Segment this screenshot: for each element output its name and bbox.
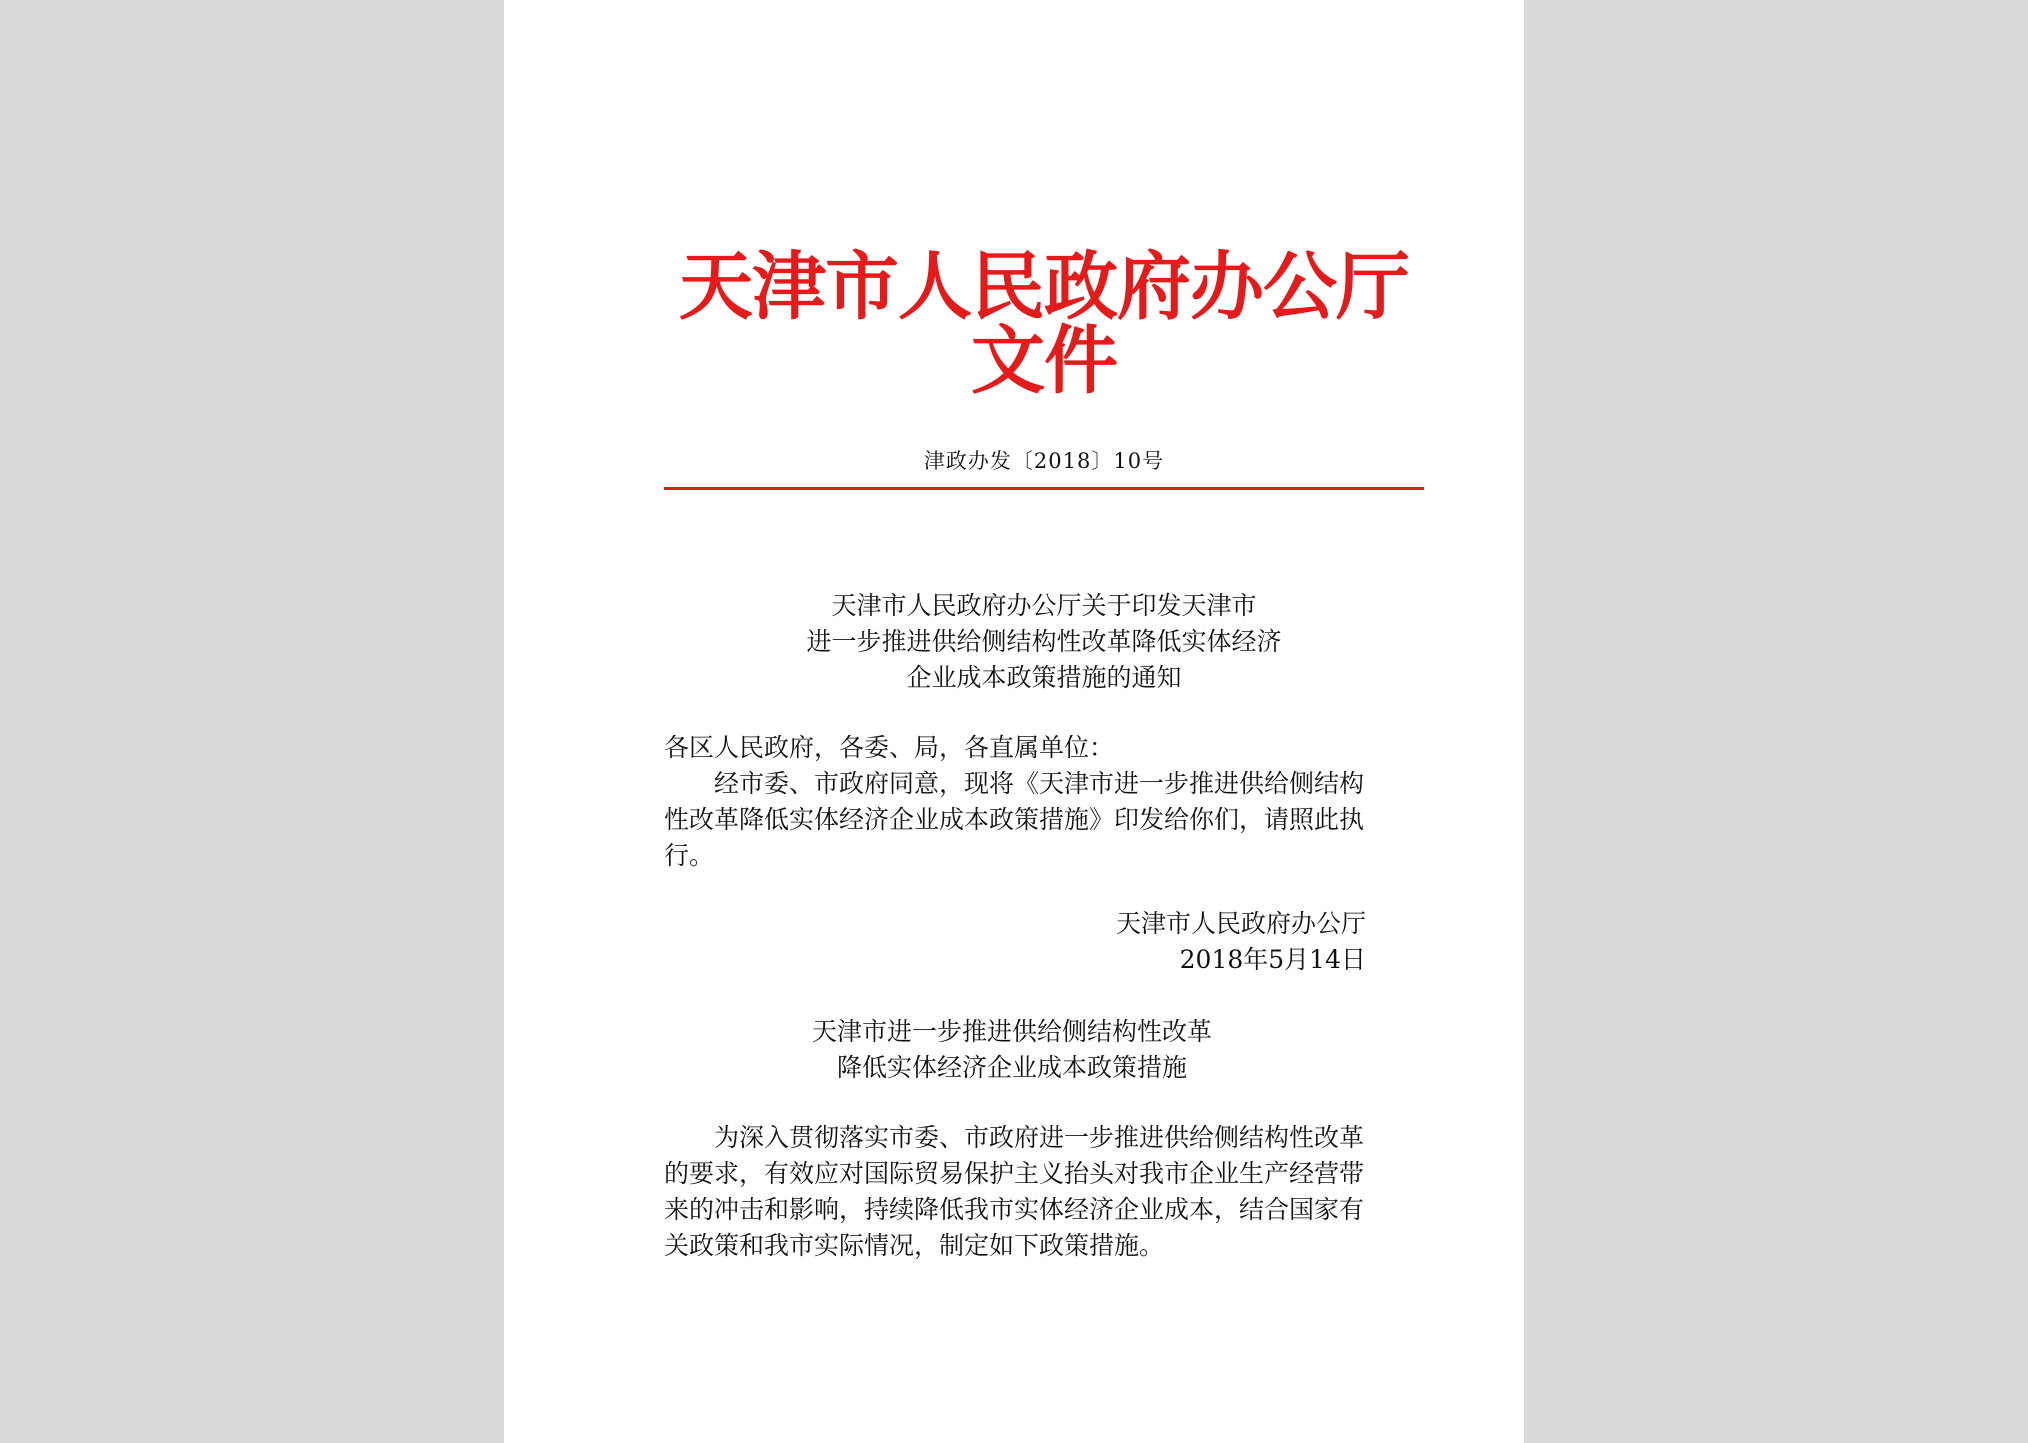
notice-title-line: 进一步推进供给侧结构性改革降低实体经济 <box>806 627 1282 656</box>
measures-intro: 为深入贯彻落实市委、市政府进一步推进供给侧结构性改革的要求，有效应对国际贸易保护主义抬头对我市企业生产经营带来的冲击和影响，持续降低我市实体经济企业成本，结合国家有关政策和我市实际情况，制定如下政策措施。 <box>664 1123 1365 1260</box>
document-page <box>504 0 1524 1443</box>
measures-title-line: 天津市进一步推进供给侧结构性改革 <box>811 1017 1212 1046</box>
red-separator-line <box>664 487 1424 490</box>
issue-date: 2018年5月14日 <box>1179 945 1366 974</box>
signature-block <box>664 906 1366 978</box>
notice-body: 经市委、市政府同意，现将《天津市进一步推进供给侧结构性改革降低实体经济企业成本政策措施》印发给你们，请照此执行。 <box>664 769 1365 870</box>
notice-title <box>664 588 1424 696</box>
notice-title-line: 企业成本政策措施的通知 <box>906 663 1182 692</box>
document-number: 津政办发〔2018〕10号 <box>923 449 1165 473</box>
document-masthead: 天津市人民政府办公厅文件 <box>679 244 1409 404</box>
addressee: 各区人民政府，各委、局，各直属单位： <box>664 733 1115 762</box>
notice-title-line: 天津市人民政府办公厅关于印发天津市 <box>831 591 1257 620</box>
measures-title <box>664 1014 1360 1086</box>
measures-title-line: 降低实体经济企业成本政策措施 <box>836 1053 1187 1082</box>
issuer-name: 天津市人民政府办公厅 <box>1115 909 1366 938</box>
